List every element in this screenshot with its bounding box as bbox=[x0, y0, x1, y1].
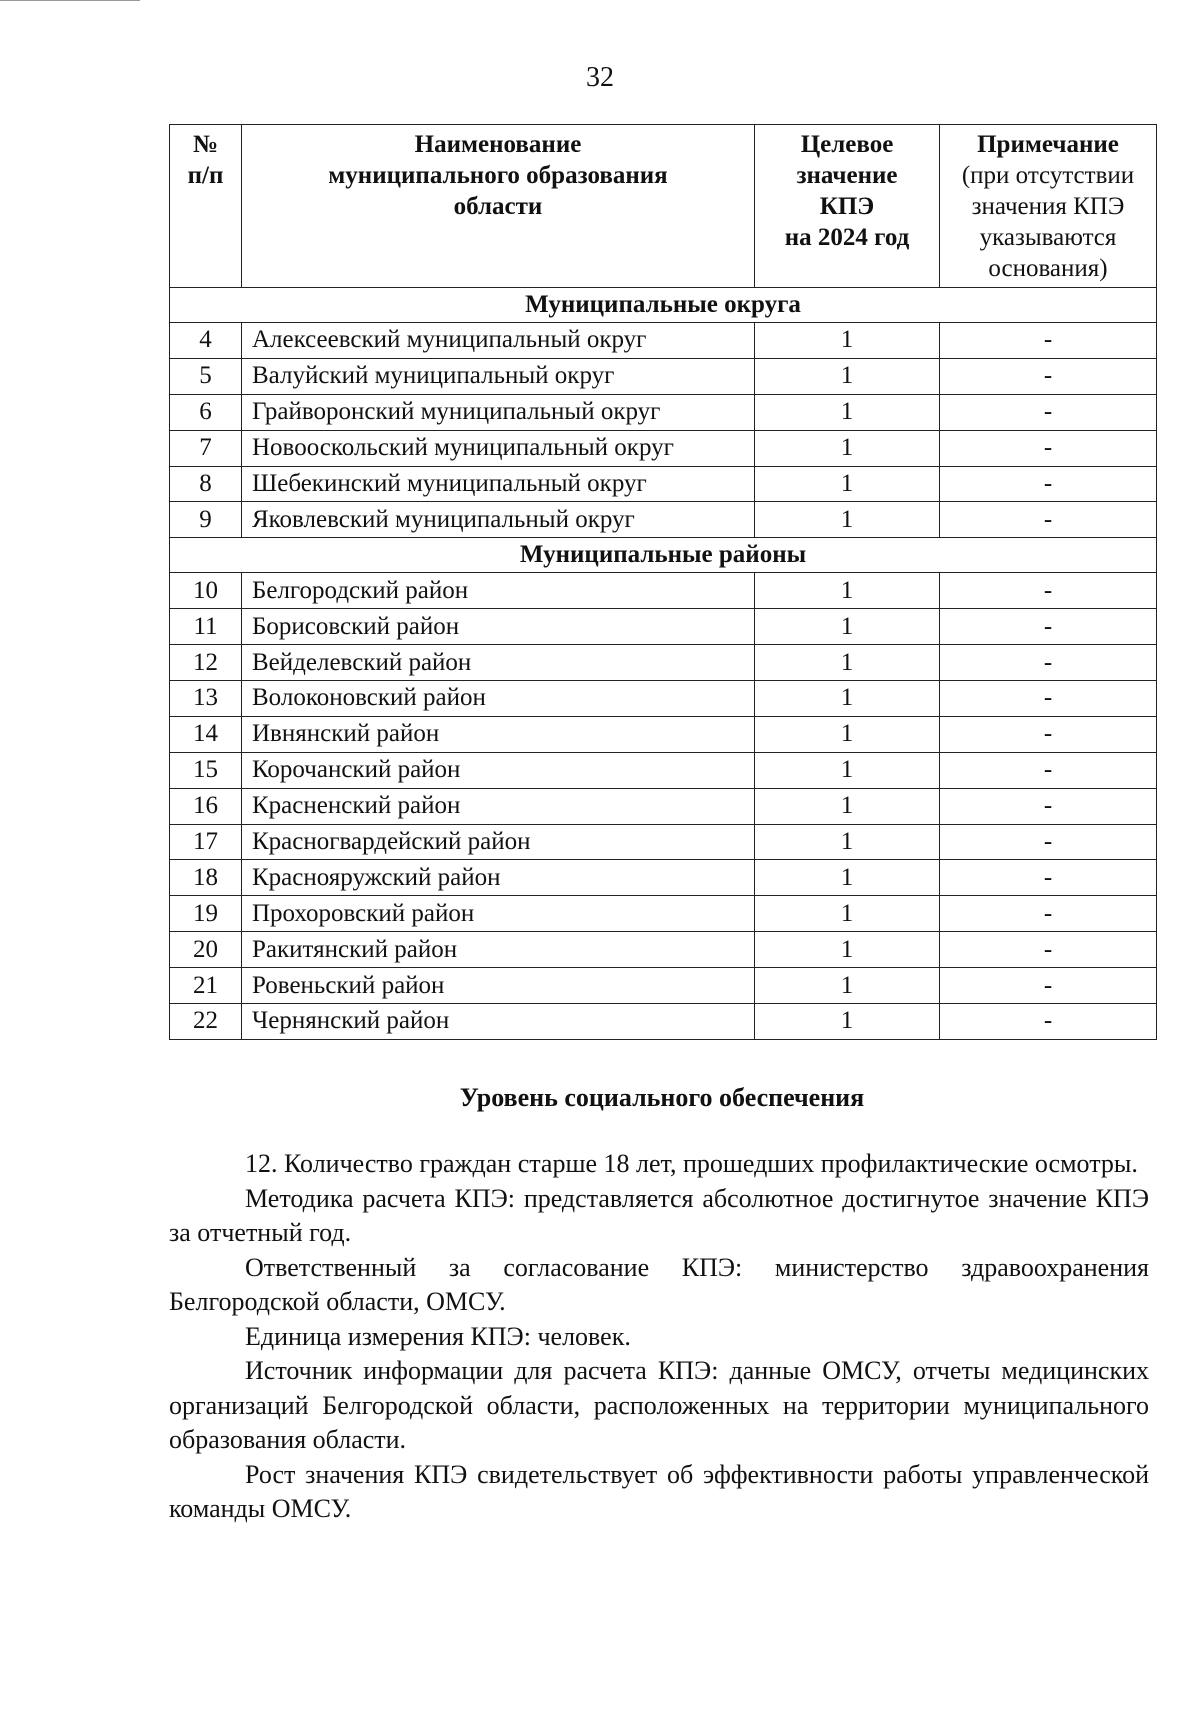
header-value-line: на 2024 год bbox=[784, 224, 910, 251]
note: - bbox=[940, 1004, 1157, 1040]
table-header-row bbox=[170, 125, 1157, 288]
kpi-value: 1 bbox=[755, 681, 940, 717]
kpi-value: 1 bbox=[755, 609, 940, 645]
municipality-name: Ровеньский район bbox=[242, 968, 755, 1004]
header-note bbox=[940, 125, 1157, 288]
paragraph: Методика расчета КПЭ: представляется абсолютное достигнутое значение КПЭ за отчетный год. bbox=[169, 1183, 1149, 1247]
header-note-line: значения КПЭ bbox=[971, 193, 1125, 220]
header-num-line: № bbox=[192, 131, 219, 158]
header-name bbox=[242, 125, 755, 288]
note: - bbox=[940, 430, 1157, 466]
municipality-name: Красненский район bbox=[242, 788, 755, 824]
row-number: 14 bbox=[170, 716, 242, 752]
municipality-name: Чернянский район bbox=[242, 1004, 755, 1040]
municipality-name: Алексеевский муниципальный округ bbox=[242, 323, 755, 359]
municipality-name: Вейделевский район bbox=[242, 645, 755, 681]
note: - bbox=[940, 466, 1157, 502]
table-row bbox=[170, 860, 1157, 896]
table-row bbox=[170, 968, 1157, 1004]
table-body bbox=[170, 288, 1157, 1040]
paragraph: Рост значения КПЭ свидетельствует об эффективности работы управленческой команды ОМСУ. bbox=[169, 1459, 1149, 1523]
row-number: 11 bbox=[170, 609, 242, 645]
kpi-value: 1 bbox=[755, 466, 940, 502]
row-number: 20 bbox=[170, 932, 242, 968]
municipality-name: Краснояружский район bbox=[242, 860, 755, 896]
kpi-value: 1 bbox=[755, 645, 940, 681]
row-number: 8 bbox=[170, 466, 242, 502]
header-value bbox=[755, 125, 940, 288]
note: - bbox=[940, 788, 1157, 824]
paragraph: Ответственный за согласование КПЭ: министерство здравоохранения Белгородской области, ОМСУ. bbox=[169, 1252, 1149, 1316]
paragraph: Единица измерения КПЭ: человек. bbox=[245, 1321, 631, 1351]
municipality-name: Волоконовский район bbox=[242, 681, 755, 717]
note: - bbox=[940, 932, 1157, 968]
header-name-line: области bbox=[453, 193, 543, 220]
paragraph: 12. Количество граждан старше 18 лет, прошедших профилактические осмотры. bbox=[245, 1149, 1138, 1178]
row-number: 13 bbox=[170, 681, 242, 717]
header-value-line: Целевое bbox=[800, 131, 894, 158]
municipality-name: Красногвардейский район bbox=[242, 824, 755, 860]
table-row bbox=[170, 896, 1157, 932]
kpi-value: 1 bbox=[755, 430, 940, 466]
kpi-value: 1 bbox=[755, 358, 940, 394]
kpi-value: 1 bbox=[755, 932, 940, 968]
note: - bbox=[940, 824, 1157, 860]
note: - bbox=[940, 681, 1157, 717]
row-number: 19 bbox=[170, 896, 242, 932]
row-number: 7 bbox=[170, 430, 242, 466]
header-value-line: КПЭ bbox=[819, 193, 875, 220]
paragraph: Источник информации для расчета КПЭ: данные ОМСУ, отчеты медицинских организаций Белгородской области, расположенных на территории муниципального образования области. bbox=[169, 1356, 1149, 1454]
kpi-value: 1 bbox=[755, 824, 940, 860]
municipality-name: Прохоровский район bbox=[242, 896, 755, 932]
kpi-value: 1 bbox=[755, 323, 940, 359]
table-row bbox=[170, 609, 1157, 645]
note: - bbox=[940, 645, 1157, 681]
row-number: 18 bbox=[170, 860, 242, 896]
municipality-name: Грайворонский муниципальный округ bbox=[242, 394, 755, 430]
table-row bbox=[170, 716, 1157, 752]
header-note-title: Примечание bbox=[977, 131, 1119, 158]
section-title: Муниципальные округа bbox=[170, 288, 1157, 323]
note: - bbox=[940, 716, 1157, 752]
table-row bbox=[170, 1004, 1157, 1040]
municipality-name: Яковлевский муниципальный округ bbox=[242, 502, 755, 538]
header-num bbox=[170, 125, 242, 288]
table-row bbox=[170, 430, 1157, 466]
header-name-line: муниципального образования bbox=[328, 162, 668, 189]
note: - bbox=[940, 609, 1157, 645]
note: - bbox=[940, 323, 1157, 359]
note: - bbox=[940, 394, 1157, 430]
row-number: 4 bbox=[170, 323, 242, 359]
table-row bbox=[170, 323, 1157, 359]
table-row bbox=[170, 932, 1157, 968]
table-row bbox=[170, 645, 1157, 681]
table-row bbox=[170, 358, 1157, 394]
body-text bbox=[169, 1147, 1149, 1527]
row-number: 9 bbox=[170, 502, 242, 538]
kpi-value: 1 bbox=[755, 573, 940, 609]
table-row bbox=[170, 788, 1157, 824]
row-number: 15 bbox=[170, 752, 242, 788]
row-number: 22 bbox=[170, 1004, 242, 1040]
municipality-name: Валуйский муниципальный округ bbox=[242, 358, 755, 394]
municipality-name: Борисовский район bbox=[242, 609, 755, 645]
section-title: Муниципальные районы bbox=[170, 538, 1157, 573]
header-name-line: Наименование bbox=[414, 131, 582, 158]
row-number: 16 bbox=[170, 788, 242, 824]
note: - bbox=[940, 968, 1157, 1004]
row-number: 5 bbox=[170, 358, 242, 394]
table-row bbox=[170, 502, 1157, 538]
note: - bbox=[940, 752, 1157, 788]
municipality-name: Ракитянский район bbox=[242, 932, 755, 968]
kpi-value: 1 bbox=[755, 968, 940, 1004]
header-note-line: основания) bbox=[988, 255, 1108, 282]
header-num-line: п/п bbox=[187, 162, 224, 189]
note: - bbox=[940, 358, 1157, 394]
table-row bbox=[170, 394, 1157, 430]
row-number: 12 bbox=[170, 645, 242, 681]
municipality-name: Ивнянский район bbox=[242, 716, 755, 752]
kpi-value: 1 bbox=[755, 716, 940, 752]
page-number: 32 bbox=[586, 62, 614, 93]
row-number: 10 bbox=[170, 573, 242, 609]
table-row bbox=[170, 752, 1157, 788]
kpi-table bbox=[169, 124, 1157, 1040]
kpi-value: 1 bbox=[755, 752, 940, 788]
kpi-value: 1 bbox=[755, 788, 940, 824]
note: - bbox=[940, 502, 1157, 538]
kpi-value: 1 bbox=[755, 1004, 940, 1040]
section-heading: Уровень социального обеспечения bbox=[459, 1083, 865, 1112]
kpi-value: 1 bbox=[755, 502, 940, 538]
municipality-name: Новооскольский муниципальный округ bbox=[242, 430, 755, 466]
header-value-line: значение bbox=[796, 162, 898, 189]
header-note-line: (при отсутствии bbox=[961, 162, 1135, 189]
row-number: 17 bbox=[170, 824, 242, 860]
note: - bbox=[940, 573, 1157, 609]
table-row bbox=[170, 466, 1157, 502]
row-number: 21 bbox=[170, 968, 242, 1004]
table-section-row bbox=[170, 538, 1157, 573]
table-row bbox=[170, 824, 1157, 860]
table-row bbox=[170, 681, 1157, 717]
row-number: 6 bbox=[170, 394, 242, 430]
municipality-name: Белгородский район bbox=[242, 573, 755, 609]
municipality-name: Шебекинский муниципальный округ bbox=[242, 466, 755, 502]
table-section-row bbox=[170, 288, 1157, 323]
table-row bbox=[170, 573, 1157, 609]
kpi-value: 1 bbox=[755, 860, 940, 896]
municipality-name: Корочанский район bbox=[242, 752, 755, 788]
header-note-line: указываются bbox=[979, 224, 1117, 251]
note: - bbox=[940, 860, 1157, 896]
kpi-value: 1 bbox=[755, 394, 940, 430]
kpi-value: 1 bbox=[755, 896, 940, 932]
note: - bbox=[940, 896, 1157, 932]
scan-edge-line bbox=[0, 0, 140, 1]
